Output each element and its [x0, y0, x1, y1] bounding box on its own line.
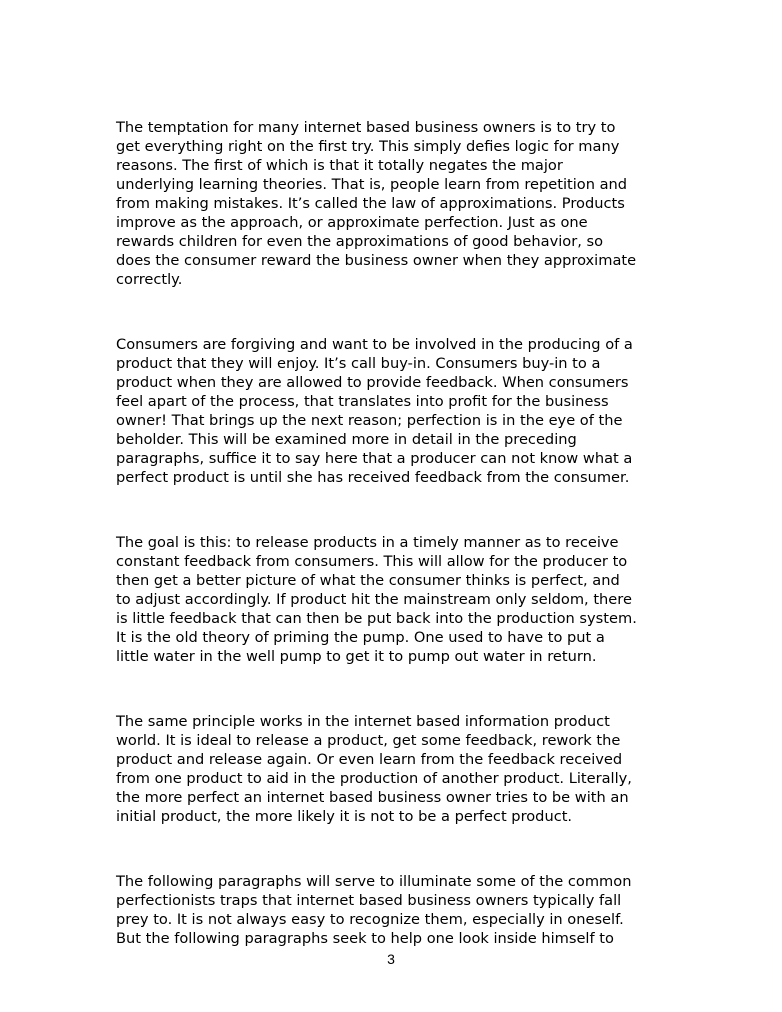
- text-line: perfectionists traps that internet based business owners typically fall: [116, 892, 622, 909]
- text-line: perfect product is until she has received feedback from the consumer.: [116, 469, 630, 486]
- text-line: initial product, the more likely it is not to be a perfect product.: [116, 808, 573, 825]
- text-line: rewards children for even the approximations of good behavior, so: [116, 233, 604, 250]
- text-line: constant feedback from consumers. This will allow for the producer to: [116, 553, 628, 570]
- page-number: 3: [387, 951, 395, 967]
- text-line: feel apart of the process, that translates into profit for the business: [116, 393, 609, 410]
- text-line: owner! That brings up the next reason; perfection is in the eye of the: [116, 412, 623, 429]
- paragraph: [116, 335, 672, 487]
- text-line: product that they will enjoy. It’s call buy-in. Consumers buy-in to a: [116, 355, 601, 372]
- text-line: the more perfect an internet based business owner tries to be with an: [116, 789, 629, 806]
- paragraph: [116, 872, 672, 948]
- text-line: get everything right on the first try. This simply defies logic for many: [116, 138, 620, 155]
- text-line: from making mistakes. It’s called the law of approximations. Products: [116, 195, 625, 212]
- text-line: correctly.: [116, 271, 183, 288]
- text-line: then get a better picture of what the consumer thinks is perfect, and: [116, 572, 620, 589]
- text-line: The goal is this: to release products in a timely manner as to receive: [116, 534, 619, 551]
- body-text: [116, 118, 672, 994]
- text-line: The following paragraphs will serve to illuminate some of the common: [116, 873, 632, 890]
- paragraph: [116, 712, 672, 826]
- paragraph: [116, 533, 672, 666]
- text-line: The temptation for many internet based business owners is to try to: [116, 119, 616, 136]
- text-line: reasons. The first of which is that it totally negates the major: [116, 157, 563, 174]
- text-line: improve as the approach, or approximate perfection. Just as one: [116, 214, 588, 231]
- text-line: paragraphs, suffice it to say here that a producer can not know what a: [116, 450, 633, 467]
- text-line: The same principle works in the internet based information product: [116, 713, 610, 730]
- text-line: is little feedback that can then be put back into the production system.: [116, 610, 637, 627]
- text-line: does the consumer reward the business owner when they approximate: [116, 252, 637, 269]
- text-line: underlying learning theories. That is, people learn from repetition and: [116, 176, 628, 193]
- text-line: product when they are allowed to provide feedback. When consumers: [116, 374, 629, 391]
- text-line: to adjust accordingly. If product hit the mainstream only seldom, there: [116, 591, 632, 608]
- text-line: from one product to aid in the production of another product. Literally,: [116, 770, 632, 787]
- text-line: Consumers are forgiving and want to be involved in the producing of a: [116, 336, 633, 353]
- text-line: It is the old theory of priming the pump. One used to have to put a: [116, 629, 605, 646]
- text-line: beholder. This will be examined more in detail in the preceding: [116, 431, 577, 448]
- text-line: little water in the well pump to get it to pump out water in return.: [116, 648, 597, 665]
- paragraph: [116, 118, 672, 289]
- text-line: product and release again. Or even learn from the feedback received: [116, 751, 623, 768]
- text-line: But the following paragraphs seek to help one look inside himself to: [116, 930, 614, 947]
- text-line: world. It is ideal to release a product, get some feedback, rework the: [116, 732, 621, 749]
- text-line: prey to. It is not always easy to recognize them, especially in oneself.: [116, 911, 624, 928]
